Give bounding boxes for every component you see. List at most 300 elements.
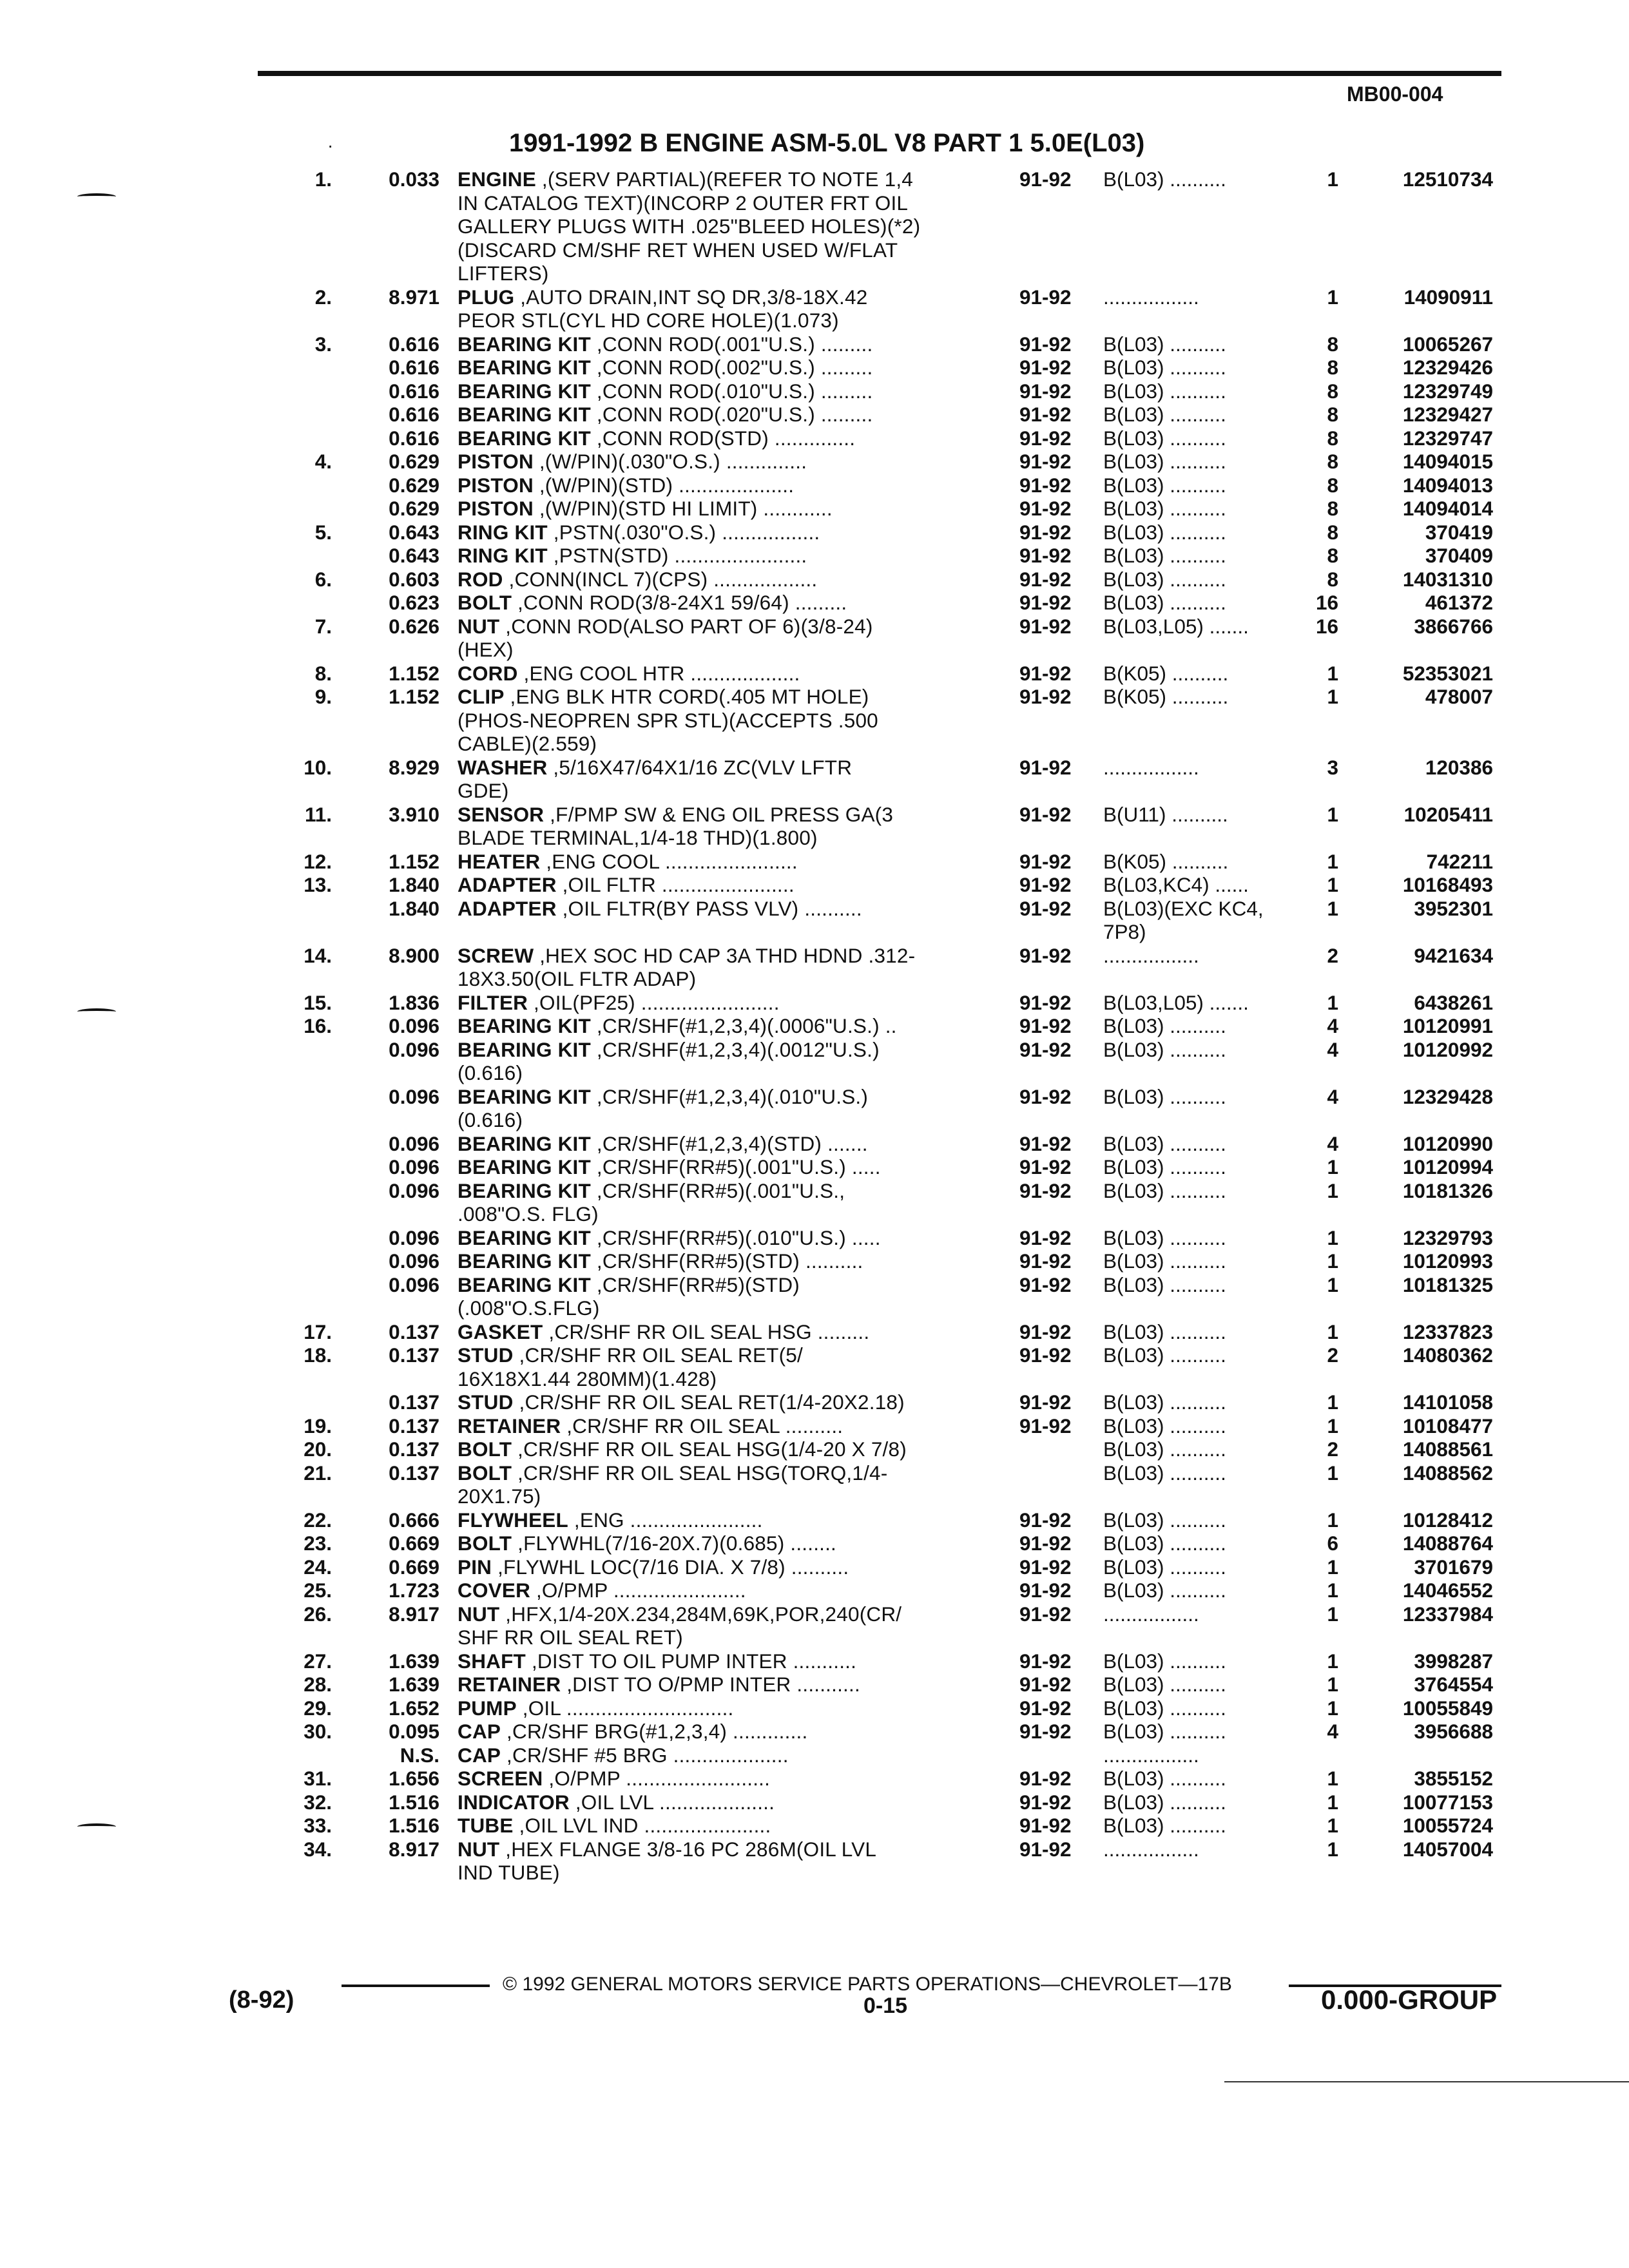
quantity: 8 [1327,544,1338,567]
part-number: 14088764 [1402,1532,1493,1555]
part-name: BEARING KIT [458,426,591,450]
group-number: 0.616 [389,356,439,379]
part-name: CAP [458,1743,501,1767]
group-number: 0.096 [389,1131,439,1155]
year-range: 91-92 [1019,1014,1072,1037]
part-number: 3701679 [1414,1555,1493,1579]
group-number: 0.137 [389,1437,439,1461]
quantity: 8 [1327,426,1338,450]
part-number: 12329793 [1402,1225,1493,1249]
part-number: 52353021 [1402,661,1493,685]
model-code: B(L03) .......... [1103,379,1226,403]
part-number: 10120992 [1402,1037,1493,1061]
part-number: 14101058 [1402,1390,1493,1414]
part-name: BEARING KIT [458,1155,591,1178]
part-details: ,(W/PIN)(STD) .................... [533,473,795,497]
part-description [458,1649,1005,1673]
quantity: 1 [1327,685,1338,708]
quantity: 8 [1327,473,1338,497]
quantity: 1 [1327,1579,1338,1602]
part-description [458,1414,1005,1438]
part-description [458,944,1005,991]
table-row [0,544,1629,568]
part-number: 14094014 [1402,497,1493,520]
year-range: 91-92 [1019,497,1072,520]
part-name: FLYWHEEL [458,1508,568,1532]
part-name: BEARING KIT [458,1131,591,1155]
table-row [0,1508,1629,1532]
model-code: B(L03) .......... [1103,1579,1226,1602]
quantity: 6 [1327,1532,1338,1555]
table-row [0,1437,1629,1461]
part-number: 461372 [1425,591,1493,614]
part-details: ,CR/SHF(#1,2,3,4)(.0012"U.S.) (0.616) [458,1037,880,1084]
model-code: B(K05) .......... [1103,685,1229,708]
model-code: B(L03) .......... [1103,403,1226,426]
top-rule [258,71,1501,76]
table-row [0,1602,1629,1649]
table-row [0,497,1629,521]
table-row [0,1649,1629,1673]
year-range: 91-92 [1019,1273,1072,1296]
table-row [0,1273,1629,1320]
part-name: PIN [458,1555,492,1579]
quantity: 1 [1327,1649,1338,1673]
part-number: 10181326 [1402,1178,1493,1202]
year-range: 91-92 [1019,685,1072,708]
part-details: ,ENG BLK HTR CORD(.405 MT HOLE) (PHOS-NEOPREN SPR STL)(ACCEPTS .500 CABLE)(2.559) [458,685,878,755]
model-code: B(L03) .......... [1103,1720,1226,1743]
table-row [0,944,1629,991]
model-code: B(L03) .......... [1103,1767,1226,1790]
quantity: 1 [1327,1814,1338,1837]
model-code: ................. [1103,1602,1199,1626]
part-number: 14094015 [1402,450,1493,473]
quantity: 1 [1327,873,1338,896]
part-number: 3855152 [1414,1767,1493,1790]
year-range: 91-92 [1019,403,1072,426]
quantity: 4 [1327,1720,1338,1743]
item-number: 19. [304,1414,332,1437]
part-description [458,1038,1005,1085]
model-code: B(L03) .......... [1103,1790,1226,1814]
table-row [0,803,1629,850]
table-row [0,685,1629,756]
part-details: ,CONN ROD(ALSO PART OF 6)(3/8-24) (HEX) [458,614,873,661]
part-name: ROD [458,567,503,591]
quantity: 1 [1327,168,1338,191]
table-row [0,850,1629,874]
quantity: 4 [1327,1014,1338,1037]
group-number: 0.096 [389,1178,439,1202]
quantity: 1 [1327,1155,1338,1178]
part-name: CORD [458,661,518,685]
part-number: 12337823 [1402,1320,1493,1343]
table-row [0,1579,1629,1602]
table-row [0,873,1629,897]
quantity: 2 [1327,943,1338,967]
part-details: ,CR/SHF(#1,2,3,4)(.010"U.S.) (0.616) [458,1084,869,1131]
year-range: 91-92 [1019,1390,1072,1414]
table-row [0,756,1629,803]
year-range: 91-92 [1019,1178,1072,1202]
copyright-notice: © 1992 GENERAL MOTORS SERVICE PARTS OPERATIONS—CHEVROLET—17B [503,1974,1232,1995]
quantity: 1 [1327,661,1338,685]
model-code: B(L03,L05) ....... [1103,990,1249,1014]
part-name: NUT [458,1837,500,1861]
quantity: 16 [1315,614,1338,638]
year-range: 91-92 [1019,1579,1072,1602]
part-description [458,1579,1005,1602]
model-code: B(L03) .......... [1103,356,1226,379]
part-details: ,CR/SHF RR OIL SEAL RET(1/4-20X2.18) [513,1390,905,1414]
item-number: 2. [314,285,332,309]
part-details: ,PSTN(STD) ....................... [547,544,807,567]
part-description [458,1273,1005,1320]
year-range: 91-92 [1019,379,1072,403]
bullet-mark: · [327,135,334,155]
part-description [458,1249,1005,1273]
quantity: 2 [1327,1437,1338,1461]
table-row [0,1085,1629,1132]
table-row [0,1555,1629,1579]
quantity: 8 [1327,497,1338,520]
part-description [458,1390,1005,1414]
part-description [458,1767,1005,1791]
part-name: CLIP [458,685,505,708]
group-number: 0.643 [389,520,439,544]
part-name: STUD [458,1343,514,1367]
part-details: ,5/16X47/64X1/16 ZC(VLV LFTR GDE) [458,755,853,802]
part-details: ,CONN ROD(.002"U.S.) ......... [590,356,873,379]
part-name: SHAFT [458,1649,526,1673]
table-row [0,356,1629,380]
part-number: 14088561 [1402,1437,1493,1461]
part-description [458,1226,1005,1250]
year-range: 91-92 [1019,1037,1072,1061]
year-range: 91-92 [1019,591,1072,614]
part-number: 3956688 [1414,1720,1493,1743]
year-range: 91-92 [1019,1649,1072,1673]
part-description [458,403,1005,427]
table-row [0,991,1629,1015]
table-row [0,332,1629,356]
part-details: ,CR/SHF(RR#5)(STD) (.008"O.S.FLG) [458,1273,800,1320]
item-number: 3. [314,332,332,356]
year-range: 91-92 [1019,450,1072,473]
group-number: 0.616 [389,332,439,356]
model-code: B(L03) .......... [1103,1390,1226,1414]
part-name: STUD [458,1390,514,1414]
year-range: 91-92 [1019,1673,1072,1696]
model-code: ................. [1103,1743,1199,1767]
part-description [458,756,1005,803]
part-number: 12329747 [1402,426,1493,450]
part-number: 12510734 [1402,168,1493,191]
item-number: 24. [304,1555,332,1579]
part-description [458,380,1005,403]
part-number: 10077153 [1402,1790,1493,1814]
group-number: 0.616 [389,403,439,426]
part-description [458,474,1005,497]
item-number: 8. [314,661,332,685]
part-details: ,O/PMP ....................... [530,1579,746,1602]
group-number: 0.096 [389,1225,439,1249]
quantity: 1 [1327,1696,1338,1720]
part-name: HEATER [458,849,541,873]
part-number: 370419 [1425,520,1493,544]
part-description [458,285,1005,332]
part-name: GASKET [458,1320,543,1343]
part-name: ADAPTER [458,873,557,896]
part-name: NUT [458,614,500,638]
model-code: B(L03) .......... [1103,1508,1226,1532]
group-number: 0.669 [389,1555,439,1579]
part-name: INDICATOR [458,1790,570,1814]
table-row [0,1226,1629,1250]
part-number: 478007 [1425,685,1493,708]
item-number: 25. [304,1579,332,1602]
year-range: 91-92 [1019,285,1072,309]
part-number: 12329427 [1402,403,1493,426]
item-number: 15. [304,990,332,1014]
quantity: 8 [1327,403,1338,426]
group-number: 0.095 [389,1720,439,1743]
year-range: 91-92 [1019,896,1072,920]
table-row [0,1814,1629,1838]
item-number: 10. [304,755,332,779]
group-number: 0.643 [389,544,439,567]
group-number: 1.652 [389,1696,439,1720]
part-name: RING KIT [458,544,548,567]
part-details: ,(W/PIN)(.030"O.S.) .............. [533,450,807,473]
part-details: ,CR/SHF RR OIL SEAL HSG(TORQ,1/4- 20X1.75) [458,1461,888,1508]
group-number: 1.840 [389,896,439,920]
part-description [458,1508,1005,1532]
table-row [0,1038,1629,1085]
part-name: TUBE [458,1814,514,1837]
model-code: ................. [1103,285,1199,309]
part-details: ,FLYWHL(7/16-20X.7)(0.685) ........ [512,1532,837,1555]
quantity: 4 [1327,1131,1338,1155]
year-range: 91-92 [1019,873,1072,896]
model-code: B(L03) .......... [1103,591,1226,614]
part-number: 3998287 [1414,1649,1493,1673]
quantity: 1 [1327,1461,1338,1485]
part-number: 10128412 [1402,1508,1493,1532]
footer-date: (8-92) [229,1986,294,2013]
part-description [458,1696,1005,1720]
table-row [0,1249,1629,1273]
part-number: 6438261 [1414,990,1493,1014]
page-number: 0-15 [863,1994,908,2018]
part-description [458,873,1005,897]
part-description [458,1320,1005,1344]
quantity: 8 [1327,567,1338,591]
group-number: 0.669 [389,1532,439,1555]
part-name: SCREW [458,943,534,967]
part-name: ENGINE [458,168,536,191]
group-number: 1.152 [389,685,439,708]
model-code: B(L03) .......... [1103,450,1226,473]
model-code: B(L03) .......... [1103,332,1226,356]
table-row [0,450,1629,474]
part-name: SCREEN [458,1767,543,1790]
model-code: B(L03) .......... [1103,1461,1226,1485]
part-number: 10120993 [1402,1249,1493,1273]
part-name: PUMP [458,1696,517,1720]
part-number: 10168493 [1402,873,1493,896]
bottom-rule [1224,2081,1629,2082]
part-description [458,991,1005,1015]
item-number: 23. [304,1532,332,1555]
part-details: ,O/PMP ......................... [543,1767,771,1790]
table-row [0,1838,1629,1885]
group-number: 0.096 [389,1037,439,1061]
part-number: 14031310 [1402,567,1493,591]
table-row [0,615,1629,662]
table-row [0,1696,1629,1720]
year-range: 91-92 [1019,1249,1072,1273]
part-number: 12337984 [1402,1602,1493,1626]
part-details: ,(SERV PARTIAL)(REFER TO NOTE 1,4 IN CATALOG TEXT)(INCORP 2 OUTER FRT OIL GALLERY PLUGS WITH .025"BLEED HOLES)(*2) (DISCARD CM/SHF RET WHEN USED W/FLAT LIFTERS) [458,168,921,285]
part-details: ,CR/SHF(RR#5)(.001"U.S.) ..... [590,1155,881,1178]
quantity: 1 [1327,1837,1338,1861]
part-name: BOLT [458,1532,512,1555]
group-label: 0.000-GROUP [1321,1984,1498,2015]
table-row [0,1532,1629,1555]
part-number: 14094013 [1402,473,1493,497]
part-details: ,DIST TO O/PMP INTER ........... [561,1673,860,1696]
part-description [458,685,1005,756]
part-details: ,OIL ............................. [516,1696,734,1720]
part-details: ,CR/SHF(#1,2,3,4)(STD) ....... [590,1131,868,1155]
part-name: RETAINER [458,1414,561,1437]
item-number: 11. [304,802,332,826]
item-number: 29. [304,1696,332,1720]
quantity: 1 [1327,1767,1338,1790]
group-number: 0.616 [389,379,439,403]
item-number: 18. [304,1343,332,1367]
part-number: 10120991 [1402,1014,1493,1037]
model-code: B(L03) .......... [1103,1343,1226,1367]
year-range: 91-92 [1019,614,1072,638]
part-name: WASHER [458,755,548,779]
group-number: 1.516 [389,1790,439,1814]
part-description [458,544,1005,568]
model-code: B(K05) .......... [1103,661,1229,685]
year-range: 91-92 [1019,1814,1072,1837]
model-code: B(L03) .......... [1103,1249,1226,1273]
table-row [0,474,1629,497]
quantity: 4 [1327,1037,1338,1061]
part-number: 14046552 [1402,1579,1493,1602]
part-name: BEARING KIT [458,1037,591,1061]
year-range: 91-92 [1019,990,1072,1014]
model-code: B(L03) .......... [1103,1696,1226,1720]
model-code: B(L03) .......... [1103,544,1226,567]
group-number: 0.137 [389,1390,439,1414]
part-description [458,897,1005,921]
year-range: 91-92 [1019,168,1072,191]
part-name: ADAPTER [458,896,557,920]
quantity: 8 [1327,520,1338,544]
model-code: B(L03) .......... [1103,1673,1226,1696]
quantity: 1 [1327,1790,1338,1814]
item-number: 21. [304,1461,332,1485]
group-number: 8.917 [389,1602,439,1626]
part-description [458,803,1005,850]
part-details: ,HEX SOC HD CAP 3A THD HDND .312- 18X3.50(OIL FLTR ADAP) [458,943,916,990]
part-number: 10120990 [1402,1131,1493,1155]
group-number: 1.639 [389,1673,439,1696]
part-number: 10181325 [1402,1273,1493,1296]
table-row [0,591,1629,615]
quantity: 1 [1327,1320,1338,1343]
part-name: PISTON [458,450,534,473]
table-row [0,1744,1629,1767]
quantity: 1 [1327,802,1338,826]
year-range: 91-92 [1019,1225,1072,1249]
model-code: B(L03,KC4) ...... [1103,873,1249,896]
table-row [0,1767,1629,1791]
item-number: 22. [304,1508,332,1532]
table-row [0,568,1629,591]
part-number: 12329426 [1402,356,1493,379]
table-row [0,662,1629,686]
part-details: ,OIL FLTR ....................... [556,873,795,896]
model-code: B(L03) .......... [1103,1437,1226,1461]
year-range: 91-92 [1019,1131,1072,1155]
part-number: 742211 [1426,849,1493,873]
part-details: ,OIL LVL IND ...................... [513,1814,771,1837]
model-code: B(L03) .......... [1103,497,1226,520]
group-number: 1.656 [389,1767,439,1790]
quantity: 1 [1327,285,1338,309]
part-details: ,AUTO DRAIN,INT SQ DR,3/8-18X.42 PEOR STL(CYL HD CORE HOLE)(1.073) [458,285,868,332]
part-description [458,568,1005,591]
item-number: 34. [304,1837,332,1861]
part-details: ,CONN ROD(3/8-24X1 59/64) ......... [512,591,847,614]
year-range: 91-92 [1019,943,1072,967]
model-code: B(L03) .......... [1103,1320,1226,1343]
part-name: COVER [458,1579,531,1602]
item-number: 14. [304,943,332,967]
group-number: 8.929 [389,755,439,779]
table-row [0,1461,1629,1508]
part-description [458,427,1005,450]
item-number: 5. [314,520,332,544]
part-description [458,1838,1005,1885]
group-number: 0.616 [389,426,439,450]
group-number: 0.096 [389,1084,439,1108]
year-range: 91-92 [1019,1155,1072,1178]
table-row [0,403,1629,427]
part-details: ,CONN ROD(.020"U.S.) ......... [590,403,873,426]
part-name: PLUG [458,285,515,309]
quantity: 1 [1327,1602,1338,1626]
part-number: 10120994 [1402,1155,1493,1178]
quantity: 1 [1327,1225,1338,1249]
part-name: BEARING KIT [458,332,591,356]
part-description [458,1720,1005,1744]
part-name: PISTON [458,473,534,497]
group-number: 0.096 [389,1014,439,1037]
part-name: BEARING KIT [458,1273,591,1296]
group-number: 0.096 [389,1273,439,1296]
model-code: B(L03) .......... [1103,1084,1226,1108]
part-description [458,1791,1005,1814]
